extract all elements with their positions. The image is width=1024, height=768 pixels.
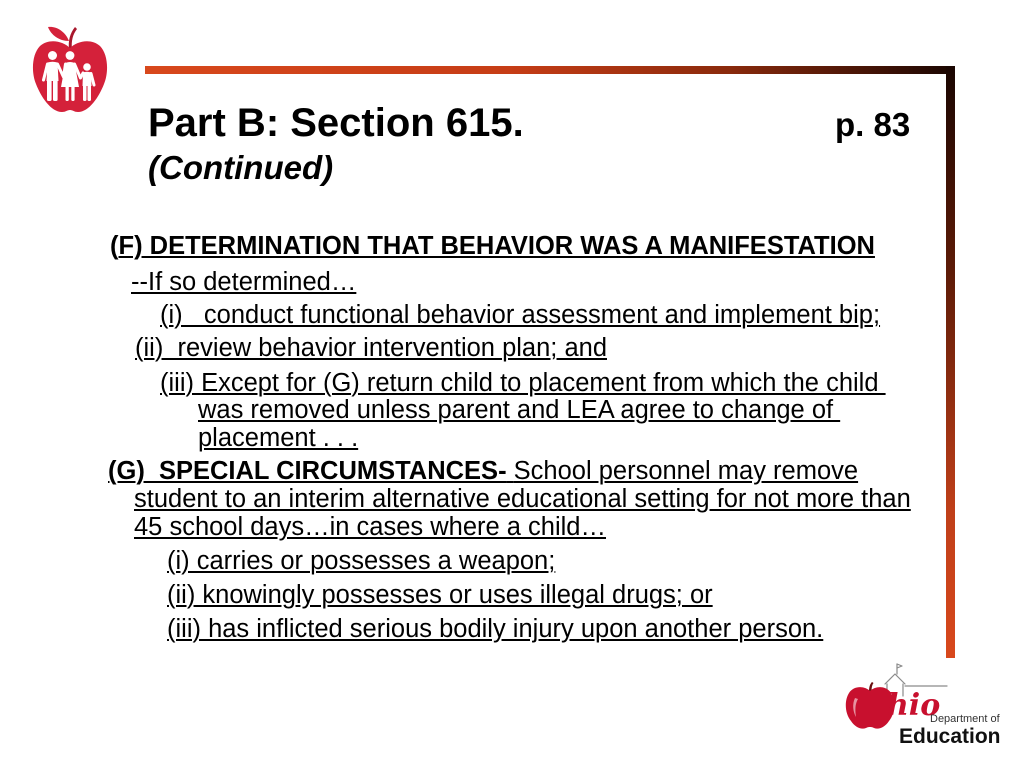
section-g-text-line-2: student to an interim alternative educational setting for not more than — [134, 485, 911, 513]
section-f-item-ii: (ii) review behavior intervention plan; and — [135, 334, 607, 362]
section-f-heading — [110, 234, 875, 260]
section-f-intro: --If so determined… — [131, 268, 357, 296]
section-g-item-iii: (iii) has inflicted serious bodily injury upon another person. — [167, 615, 824, 643]
section-g-first-line — [108, 459, 858, 485]
slide-subtitle: (Continued) — [148, 149, 334, 186]
section-f-item-iii-line-1: (iii) Except for (G) return child to placement from which the child — [160, 369, 886, 397]
logo-department-of: Department of — [930, 713, 1000, 725]
section-f-heading-text: F) DETERMINATION THAT BEHAVIOR WAS A MANIFESTATION — [118, 232, 875, 260]
frame-top-bar — [145, 66, 955, 74]
section-g-heading: (G) SPECIAL CIRCUMSTANCES- — [108, 457, 507, 485]
slide-title: Part B: Section 615. — [148, 101, 524, 145]
logo-script: hio — [887, 688, 941, 723]
section-g-item-i: (i) carries or possesses a weapon; — [167, 547, 556, 575]
page-reference: p. 83 — [835, 106, 911, 143]
apple-leaf — [48, 27, 69, 41]
apple-family-icon — [32, 24, 108, 114]
section-g-text-line-1: School personnel may remove — [513, 457, 859, 485]
section-g-item-ii: (ii) knowingly possesses or uses illegal drugs; or — [167, 581, 713, 609]
section-f-item-i: (i) conduct functional behavior assessment and implement bip; — [160, 301, 881, 329]
frame-right-bar — [946, 66, 955, 658]
section-f-item-iii-line-2: was removed unless parent and LEA agree to change of — [198, 396, 841, 424]
section-g-text-line-3: 45 school days…in cases where a child… — [134, 513, 606, 541]
section-f-item-iii-line-3: placement . . . — [198, 424, 359, 452]
logo-education: Education — [899, 725, 1001, 748]
section-f-heading-paren: ( — [110, 232, 119, 260]
ohio-department-of-education-logo — [843, 660, 1003, 748]
